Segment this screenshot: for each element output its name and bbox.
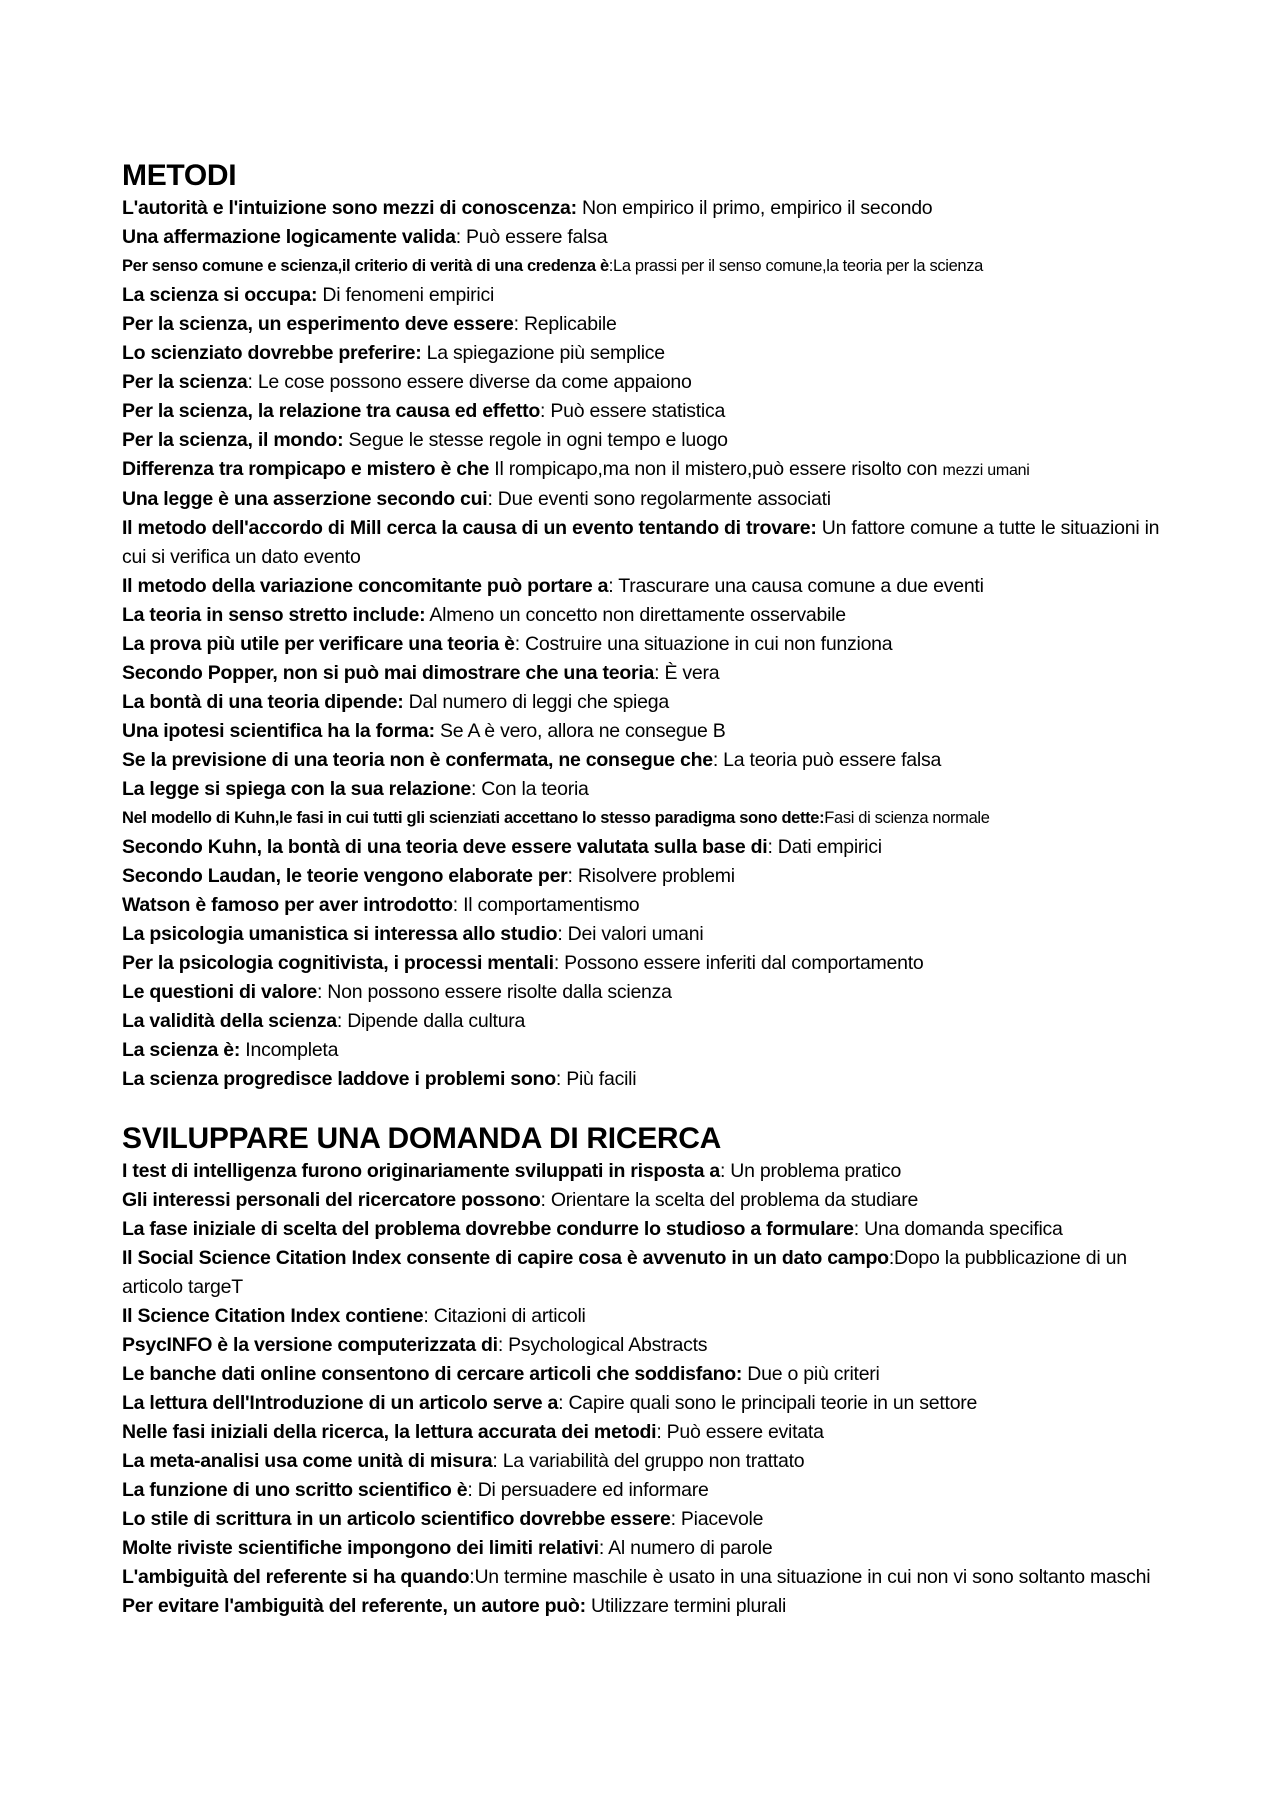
answer: : Al numero di parole — [598, 1537, 773, 1559]
question: Per evitare l'ambiguità del referente, un autore può: — [122, 1595, 586, 1617]
answer: : Replicabile — [513, 313, 617, 335]
question: Il Science Citation Index contiene — [122, 1305, 424, 1327]
document-page — [122, 158, 1172, 1621]
answer: : Dipende dalla cultura — [336, 1010, 526, 1032]
answer: : Può essere statistica — [540, 400, 726, 422]
question: La psicologia umanistica si interessa allo studio — [122, 923, 558, 945]
question: Differenza tra rompicapo e mistero è che — [122, 458, 490, 480]
section-title-metodi: METODI — [122, 159, 237, 192]
answer: : Piacevole — [670, 1508, 764, 1530]
question: Per la scienza — [122, 371, 248, 393]
qa-item — [122, 485, 1172, 514]
question: La legge si spiega con la sua relazione — [122, 778, 471, 800]
question: La funzione di uno scritto scientifico è — [122, 1479, 468, 1501]
answer-tail: mezzi umani — [942, 462, 1030, 479]
question: L'autorità e l'intuizione sono mezzi di conoscenza: — [122, 197, 577, 219]
qa-item — [122, 1476, 1172, 1505]
answer: Almeno un concetto non direttamente osservabile — [425, 604, 846, 626]
question: Una legge è una asserzione secondo cui — [122, 488, 488, 510]
qa-item — [122, 1592, 1172, 1621]
question: Nel modello di Kuhn,le fasi in cui tutti gli scienziati accettano lo stesso paradigma sono dette: — [122, 809, 825, 827]
question: Per senso comune e scienza,il criterio di verità di una credenza è — [122, 257, 609, 275]
question: Una ipotesi scientifica ha la forma: — [122, 720, 435, 742]
question: La scienza progredisce laddove i problemi sono — [122, 1068, 556, 1090]
question: La scienza si occupa: — [122, 284, 318, 306]
answer: : Può essere evitata — [656, 1421, 824, 1443]
question: Per la scienza, un esperimento deve essere — [122, 313, 514, 335]
question: PsycINFO è la versione computerizzata di — [122, 1334, 498, 1356]
question: Una affermazione logicamente valida — [122, 226, 456, 248]
answer: : Una domanda specifica — [853, 1218, 1063, 1240]
qa-item — [122, 1215, 1172, 1244]
answer: :La prassi per il senso comune,la teoria per la scienza — [608, 257, 983, 275]
question: Il Social Science Citation Index consente di capire cosa è avvenuto in un dato campo — [122, 1247, 889, 1269]
qa-item — [122, 1418, 1172, 1447]
answer: La spiegazione più semplice — [421, 342, 665, 364]
answer: Segue le stesse regole in ogni tempo e luogo — [343, 429, 728, 451]
qa-item — [122, 1157, 1172, 1186]
qa-item — [122, 426, 1172, 455]
answer: :Dopo la pubblicazione di un articolo targeT — [122, 1247, 1127, 1298]
qa-item — [122, 717, 1172, 746]
question: La validità della scienza — [122, 1010, 337, 1032]
answer: Non empirico il primo, empirico il secondo — [576, 197, 933, 219]
answer: : Psychological Abstracts — [497, 1334, 708, 1356]
qa-item — [122, 688, 1172, 717]
qa-item — [122, 949, 1172, 978]
question: La lettura dell'Introduzione di un articolo serve a — [122, 1392, 559, 1414]
qa-item — [122, 310, 1172, 339]
answer: : Di persuadere ed informare — [467, 1479, 709, 1501]
question: Le questioni di valore — [122, 981, 317, 1003]
answer: Incompleta — [240, 1039, 339, 1061]
qa-item — [122, 862, 1172, 891]
answer: Fasi di scienza normale — [824, 809, 990, 827]
question: Secondo Laudan, le teorie vengono elaborate per — [122, 865, 568, 887]
qa-item — [122, 1036, 1172, 1065]
answer: Due o più criteri — [742, 1363, 880, 1385]
qa-item — [122, 978, 1172, 1007]
question: Nelle fasi iniziali della ricerca, la lettura accurata dei metodi — [122, 1421, 657, 1443]
question: Secondo Kuhn, la bontà di una teoria deve essere valutata sulla base di — [122, 836, 768, 858]
answer: : Citazioni di articoli — [423, 1305, 586, 1327]
qa-item — [122, 1360, 1172, 1389]
answer: : Costruire una situazione in cui non funziona — [514, 633, 893, 655]
question: La bontà di una teoria dipende: — [122, 691, 404, 713]
qa-item — [122, 1007, 1172, 1036]
qa-item — [122, 746, 1172, 775]
question: Le banche dati online consentono di cercare articoli che soddisfano: — [122, 1363, 743, 1385]
question: La prova più utile per verificare una teoria è — [122, 633, 515, 655]
answer: : Trascurare una causa comune a due eventi — [608, 575, 984, 597]
qa-item — [122, 1331, 1172, 1360]
answer: :Un termine maschile è usato in una situazione in cui non vi sono soltanto maschi — [469, 1566, 1151, 1588]
qa-item — [122, 1186, 1172, 1215]
qa-item — [122, 833, 1172, 862]
section-title-sviluppare-domanda: SVILUPPARE UNA DOMANDA DI RICERCA — [122, 1122, 722, 1155]
qa-item — [122, 920, 1172, 949]
question: Secondo Popper, non si può mai dimostrare che una teoria — [122, 662, 655, 684]
qa-item — [122, 891, 1172, 920]
answer: : Orientare la scelta del problema da studiare — [540, 1189, 919, 1211]
answer: : La teoria può essere falsa — [712, 749, 942, 771]
question: La teoria in senso stretto include: — [122, 604, 426, 626]
question: Per la psicologia cognitivista, i processi mentali — [122, 952, 554, 974]
qa-item — [122, 572, 1172, 601]
question: Se la previsione di una teoria non è confermata, ne consegue che — [122, 749, 713, 771]
qa-item — [122, 1302, 1172, 1331]
answer: : Dei valori umani — [557, 923, 704, 945]
answer: Dal numero di leggi che spiega — [403, 691, 669, 713]
qa-item — [122, 1563, 1172, 1592]
qa-item — [122, 1447, 1172, 1476]
question: Molte riviste scientifiche impongono dei limiti relativi — [122, 1537, 599, 1559]
answer: : Dati empirici — [767, 836, 882, 858]
question: Lo scienziato dovrebbe preferire: — [122, 342, 422, 364]
qa-item — [122, 1389, 1172, 1418]
qa-list-metodi — [122, 194, 1172, 1094]
qa-item — [122, 1505, 1172, 1534]
answer: Se A è vero, allora ne consegue B — [434, 720, 726, 742]
qa-item — [122, 397, 1172, 426]
qa-item — [122, 514, 1172, 572]
answer: : Due eventi sono regolarmente associati — [487, 488, 831, 510]
qa-item — [122, 630, 1172, 659]
question: Il metodo dell'accordo di Mill cerca la causa di un evento tentando di trovare: — [122, 517, 817, 539]
qa-item — [122, 775, 1172, 804]
qa-item — [122, 281, 1172, 310]
qa-item — [122, 1065, 1172, 1094]
qa-item — [122, 804, 1172, 833]
question: Watson è famoso per aver introdotto — [122, 894, 453, 916]
answer: : Le cose possono essere diverse da come appaiono — [247, 371, 692, 393]
answer: : La variabilità del gruppo non trattato — [492, 1450, 805, 1472]
answer: : Risolvere problemi — [567, 865, 735, 887]
answer: Un fattore comune a tutte le situazioni in cui si verifica un dato evento — [122, 517, 1160, 568]
answer: : Un problema pratico — [719, 1160, 902, 1182]
qa-item — [122, 252, 1172, 281]
question: La scienza è: — [122, 1039, 241, 1061]
answer: : È vera — [654, 662, 720, 684]
qa-item — [122, 1534, 1172, 1563]
answer: Utilizzare termini plurali — [585, 1595, 787, 1617]
qa-item — [122, 455, 1172, 485]
answer: : Capire quali sono le principali teorie in un settore — [558, 1392, 978, 1414]
question: Il metodo della variazione concomitante può portare a — [122, 575, 609, 597]
question: Per la scienza, il mondo: — [122, 429, 344, 451]
question: L'ambiguità del referente si ha quando — [122, 1566, 470, 1588]
question: I test di intelligenza furono originariamente sviluppati in risposta a — [122, 1160, 720, 1182]
answer: Il rompicapo,ma non il mistero,può essere risolto con — [489, 458, 943, 480]
answer: : Non possono essere risolte dalla scienza — [316, 981, 672, 1003]
answer: : Con la teoria — [470, 778, 589, 800]
question: La meta-analisi usa come unità di misura — [122, 1450, 493, 1472]
question: Lo stile di scrittura in un articolo scientifico dovrebbe essere — [122, 1508, 671, 1530]
answer: : Possono essere inferiti dal comportamento — [553, 952, 924, 974]
qa-list-sviluppare-domanda — [122, 1157, 1172, 1621]
qa-item — [122, 339, 1172, 368]
question: Gli interessi personali del ricercatore possono — [122, 1189, 541, 1211]
qa-item — [122, 223, 1172, 252]
answer: : Può essere falsa — [455, 226, 608, 248]
question: La fase iniziale di scelta del problema dovrebbe condurre lo studioso a formulare — [122, 1218, 854, 1240]
qa-item — [122, 1244, 1172, 1302]
answer: : Più facili — [555, 1068, 637, 1090]
qa-item — [122, 194, 1172, 223]
answer: : Il comportamentismo — [452, 894, 640, 916]
qa-item — [122, 601, 1172, 630]
answer: Di fenomeni empirici — [317, 284, 495, 306]
qa-item — [122, 368, 1172, 397]
qa-item — [122, 659, 1172, 688]
question: Per la scienza, la relazione tra causa ed effetto — [122, 400, 541, 422]
